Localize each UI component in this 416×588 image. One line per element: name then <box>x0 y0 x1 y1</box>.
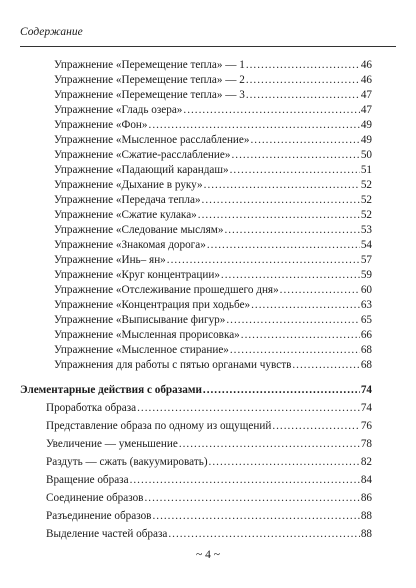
toc-subentry-page: 88 <box>360 510 372 522</box>
dot-leader <box>207 237 360 253</box>
dot-leader <box>231 147 359 163</box>
toc-entry-title: Упражнение «Перемещение тепла» — 3 <box>54 89 245 101</box>
toc-entry-page: 52 <box>360 209 372 221</box>
toc-entry-page: 52 <box>360 179 372 191</box>
dot-leader <box>144 490 359 506</box>
toc-subentry-page: 78 <box>360 438 372 450</box>
dot-leader <box>183 102 359 118</box>
toc-entry-page: 46 <box>360 59 372 71</box>
dot-leader <box>137 400 360 416</box>
dot-leader <box>246 57 360 73</box>
toc-entry-page: 52 <box>360 194 372 206</box>
dot-leader <box>230 162 360 178</box>
running-head: Содержание <box>20 26 83 38</box>
toc-entry-page: 68 <box>360 359 372 371</box>
toc-entry <box>54 57 372 73</box>
toc-subentry <box>46 472 372 488</box>
dot-leader <box>209 454 360 470</box>
dot-leader <box>250 132 359 148</box>
toc-entry <box>54 132 372 148</box>
toc-subentry-title: Раздуть — сжать (вакуумировать) <box>46 456 208 468</box>
toc-subentry <box>46 418 372 434</box>
toc-entry <box>54 162 372 178</box>
toc-entry-title: Упражнение «Отслеживание прошедшего дня» <box>54 284 279 296</box>
toc-section-heading <box>20 382 372 398</box>
toc-entry-page: 57 <box>360 254 372 266</box>
toc-subentry-title: Соединение образов <box>46 492 144 504</box>
toc-entry-page: 47 <box>360 89 372 101</box>
dot-leader <box>149 117 360 133</box>
toc-subentry-title: Разъединение образов <box>46 510 152 522</box>
toc-entry-title: Упражнение «Дыхание в руку» <box>54 179 203 191</box>
toc-subentry-title: Проработка образа <box>46 402 137 414</box>
toc-entry-page: 66 <box>360 329 372 341</box>
toc-entry <box>54 192 372 208</box>
toc-entry-title: Упражнение «Инь– ян» <box>54 254 166 266</box>
toc-entry-title: Упражнение «Перемещение тепла» — 2 <box>54 74 245 86</box>
toc-entry-page: 51 <box>360 164 372 176</box>
toc-entry <box>54 312 372 328</box>
dot-leader <box>226 312 359 328</box>
toc-entry <box>54 207 372 223</box>
toc-subentry-title: Вращение образа <box>46 474 129 486</box>
toc-subentry-title: Увеличение — уменьшение <box>46 438 178 450</box>
toc-entry-title: Упражнение «Следование мыслям» <box>54 224 224 236</box>
toc-subentry <box>46 490 372 506</box>
dot-leader <box>167 252 360 268</box>
toc-entry <box>54 282 372 298</box>
toc-entry-page: 49 <box>360 119 372 131</box>
toc-subentry-title: Представление образа по одному из ощущений <box>46 420 272 432</box>
toc-entry-title: Упражнение «Фон» <box>54 119 148 131</box>
dot-leader <box>168 526 359 542</box>
header-rule <box>20 46 396 47</box>
toc-entry <box>54 177 372 193</box>
toc-entry-title: Упражнение «Сжатие-расслабление» <box>54 149 231 161</box>
dot-leader <box>204 177 360 193</box>
dot-leader <box>246 87 360 103</box>
dot-leader <box>251 297 360 313</box>
toc-entry <box>54 252 372 268</box>
toc-entry <box>54 267 372 283</box>
toc-entry-page: 60 <box>360 284 372 296</box>
toc-entry-page: 54 <box>360 239 372 251</box>
toc-entry <box>54 357 372 373</box>
dot-leader <box>246 72 360 88</box>
dot-leader <box>241 327 360 343</box>
toc-entry-title: Упражнение «Падающий карандаш» <box>54 164 229 176</box>
toc-section-title: Элементарные действия с образами <box>20 384 202 396</box>
dot-leader <box>272 418 360 434</box>
dot-leader <box>230 342 360 358</box>
toc-entry-page: 49 <box>360 134 372 146</box>
toc-entry-page: 59 <box>360 269 372 281</box>
toc-subentry-page: 84 <box>360 474 372 486</box>
toc-entry-title: Упражнение «Перемещение тепла» — 1 <box>54 59 245 71</box>
dot-leader <box>152 508 359 524</box>
toc-entry-title: Упражнение «Круг концентрации» <box>54 269 220 281</box>
toc-entry <box>54 297 372 313</box>
toc-entry-title: Упражнения для работы с пятью органами чувств <box>54 359 292 371</box>
dot-leader <box>202 192 360 208</box>
toc-subentry-page: 86 <box>360 492 372 504</box>
toc-entry <box>54 327 372 343</box>
toc-section-page: 74 <box>360 384 372 396</box>
toc-subentry <box>46 526 372 542</box>
toc-entry-page: 53 <box>360 224 372 236</box>
toc-subentry-page: 74 <box>360 402 372 414</box>
dot-leader <box>179 436 360 452</box>
toc-entry <box>54 342 372 358</box>
toc-entry <box>54 117 372 133</box>
dot-leader <box>280 282 360 298</box>
toc-entry-title: Упражнение «Мысленное расслабление» <box>54 134 250 146</box>
toc-entry-title: Упражнение «Гладь озера» <box>54 104 183 116</box>
toc-subentry-page: 82 <box>360 456 372 468</box>
toc-entry-title: Упражнение «Концентрация при ходьбе» <box>54 299 251 311</box>
toc-entry <box>54 87 372 103</box>
toc-entry-title: Упражнение «Выписывание фигур» <box>54 314 226 326</box>
toc-entry-title: Упражнение «Передача тепла» <box>54 194 201 206</box>
toc-entry-page: 68 <box>360 344 372 356</box>
toc-entry-title: Упражнение «Мысленное стирание» <box>54 344 229 356</box>
toc-entry-page: 50 <box>360 149 372 161</box>
toc-entry-page: 63 <box>360 299 372 311</box>
toc-entry-title: Упражнение «Сжатие кулака» <box>54 209 197 221</box>
toc-subentry-title: Выделение частей образа <box>46 528 168 540</box>
dot-leader <box>224 222 359 238</box>
toc-entry <box>54 237 372 253</box>
dot-leader <box>130 472 360 488</box>
toc-entry <box>54 222 372 238</box>
dot-leader <box>203 382 360 398</box>
toc-subentry <box>46 436 372 452</box>
page-number: ~ 4 ~ <box>196 549 220 561</box>
toc-subentry <box>46 508 372 524</box>
toc-entry-title: Упражнение «Мысленная прорисовка» <box>54 329 240 341</box>
toc-subentry-page: 88 <box>360 528 372 540</box>
toc-entry-page: 65 <box>360 314 372 326</box>
toc-subentry <box>46 454 372 470</box>
toc-entry <box>54 72 372 88</box>
toc-entry-page: 47 <box>360 104 372 116</box>
dot-leader <box>221 267 360 283</box>
toc-entry <box>54 147 372 163</box>
toc-entry <box>54 102 372 118</box>
toc-subentry <box>46 400 372 416</box>
toc-subentry-page: 76 <box>360 420 372 432</box>
toc-entry-page: 46 <box>360 74 372 86</box>
toc-entry-title: Упражнение «Знакомая дорога» <box>54 239 206 251</box>
dot-leader <box>198 207 360 223</box>
dot-leader <box>292 357 359 373</box>
